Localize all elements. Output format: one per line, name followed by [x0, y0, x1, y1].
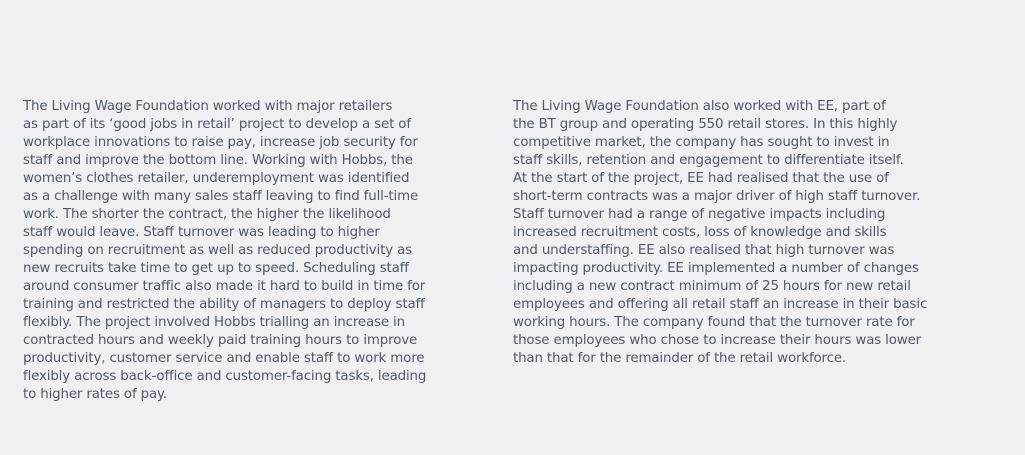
text-line: including a new contract minimum of 25 hours for new retail [513, 279, 911, 294]
text-line: work. The shorter the contract, the higher the likelihood [23, 207, 391, 222]
text-line: training and restricted the ability of managers to deploy staff [23, 297, 425, 312]
hobbs-case-study-paragraph [23, 98, 473, 404]
text-line: around consumer traffic also made it hard to build in time for [23, 279, 426, 294]
text-line: workplace innovations to raise pay, increase job security for [23, 135, 418, 150]
text-line: short-term contracts was a major driver of high staff turnover. [513, 189, 921, 204]
text-line: than that for the remainder of the retail workforce. [513, 351, 847, 366]
text-line: staff skills, retention and engagement to differentiate itself. [513, 153, 904, 168]
text-line: spending on recruitment as well as reduced productivity as [23, 243, 412, 258]
text-line: employees and offering all retail staff an increase in their basic [513, 297, 928, 312]
text-line: working hours. The company found that the turnover rate for [513, 315, 915, 330]
text-line: impacting productivity. EE implemented a number of changes [513, 261, 919, 276]
ee-case-study-paragraph [513, 98, 963, 368]
text-line: competitive market, the company has sought to invest in [513, 135, 890, 150]
text-line: Staff turnover had a range of negative impacts including [513, 207, 886, 222]
text-line: productivity, customer service and enable staff to work more [23, 351, 425, 366]
text-line: The Living Wage Foundation worked with major retailers [23, 99, 393, 114]
text-line: as a challenge with many sales staff leaving to find full-time [23, 189, 419, 204]
text-line: flexibly across back-office and customer-facing tasks, leading [23, 369, 427, 384]
text-line: the BT group and operating 550 retail stores. In this highly [513, 117, 898, 132]
text-line: new recruits take time to get up to speed. Scheduling staff [23, 261, 409, 276]
text-line: contracted hours and weekly paid training hours to improve [23, 333, 418, 348]
text-line: to higher rates of pay. [23, 387, 168, 402]
text-line: those employees who chose to increase their hours was lower [513, 333, 922, 348]
text-line: women’s clothes retailer, underemployment was identified [23, 171, 410, 186]
text-line: staff would leave. Staff turnover was leading to higher [23, 225, 380, 240]
text-line: as part of its ‘good jobs in retail’ project to develop a set of [23, 117, 411, 132]
text-line: and understaffing. EE also realised that high turnover was [513, 243, 895, 258]
text-line: increased recruitment costs, loss of knowledge and skills [513, 225, 887, 240]
text-line: The Living Wage Foundation also worked with EE, part of [513, 99, 886, 114]
text-line: flexibly. The project involved Hobbs trialling an increase in [23, 315, 405, 330]
text-line: At the start of the project, EE had realised that the use of [513, 171, 889, 186]
text-line: staff and improve the bottom line. Working with Hobbs, the [23, 153, 413, 168]
